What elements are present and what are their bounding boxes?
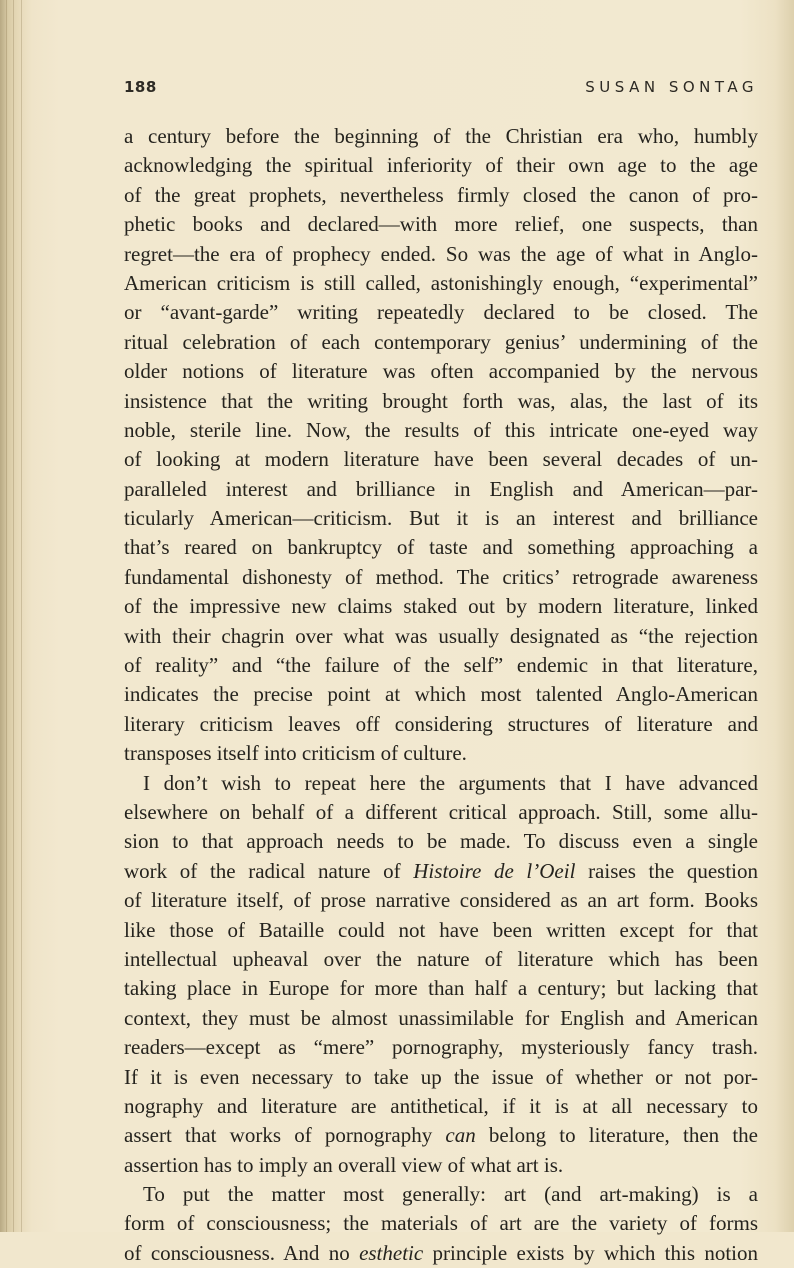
text-line: phetic books and declared—with more relief, one suspects, than xyxy=(124,212,758,237)
text-line: elsewhere on behalf of a different critical approach. Still, some allu- xyxy=(124,799,758,824)
text-line: indicates the precise point at which most talented Anglo-American xyxy=(124,682,758,707)
text-line: intellectual upheaval over the nature of literature which has been xyxy=(124,946,758,971)
text-segment: raises the question xyxy=(575,858,758,883)
page-edge-line xyxy=(13,0,14,1232)
text-line: readers—except as “mere” pornography, mysteriously fancy trash. xyxy=(124,1035,758,1060)
page-edge-line xyxy=(21,0,22,1232)
text-line: literary criticism leaves off considering structures of literature and xyxy=(124,711,758,736)
text-line: paralleled interest and brilliance in English and American—par- xyxy=(124,476,758,501)
text-line: like those of Bataille could not have been written except for that xyxy=(124,917,758,942)
running-head: SUSAN SONTAG xyxy=(585,78,758,96)
text-line: nography and literature are antithetical, if it is at all necessary to xyxy=(124,1093,758,1118)
text-line: form of consciousness; the materials of art are the variety of forms xyxy=(124,1211,758,1236)
body-text xyxy=(124,122,758,1268)
italic-text: can xyxy=(445,1123,476,1148)
text-line: fundamental dishonesty of method. The critics’ retrograde awareness xyxy=(124,564,758,589)
text-line xyxy=(124,1121,758,1150)
italic-text: Histoire de l’Oeil xyxy=(413,858,576,883)
text-line: noble, sterile line. Now, the results of this intricate one-eyed way xyxy=(124,417,758,442)
text-line: acknowledging the spiritual inferiority of their own age to the age xyxy=(124,153,758,178)
text-line: ticularly American—criticism. But it is an interest and brilliance xyxy=(124,506,758,531)
page-number: 188 xyxy=(124,78,157,96)
text-line: regret—the era of prophecy ended. So was the age of what in Anglo- xyxy=(124,241,758,266)
text-segment: work of the radical nature of xyxy=(124,858,414,883)
text-line: assertion has to imply an overall view of what art is. xyxy=(124,1152,564,1177)
text-segment: principle exists by which this notion xyxy=(423,1240,758,1265)
text-segment: assert that works of pornography xyxy=(124,1123,446,1148)
text-line: older notions of literature was often accompanied by the nervous xyxy=(124,359,758,384)
page-edge-line xyxy=(6,0,7,1232)
text-segment: of consciousness. And no xyxy=(124,1240,360,1265)
text-line: To put the matter most generally: art (and art-making) is a xyxy=(143,1182,758,1207)
text-line: a century before the beginning of the Christian era who, humbly xyxy=(124,124,758,148)
text-line xyxy=(124,857,758,886)
text-line: transposes itself into criticism of culture. xyxy=(124,741,467,766)
text-line: sion to that approach needs to be made. To discuss even a single xyxy=(124,829,758,854)
page-header xyxy=(124,78,758,102)
text-line: taking place in Europe for more than half a century; but lacking that xyxy=(124,976,758,1001)
italic-text: esthetic xyxy=(359,1240,424,1265)
text-line: American criticism is still called, astonishingly enough, “experimental” xyxy=(124,270,758,295)
text-line: insistence that the writing brought forth was, alas, the last of its xyxy=(124,388,758,413)
text-line: If it is even necessary to take up the issue of whether or not por- xyxy=(124,1064,758,1089)
text-line: context, they must be almost unassimilable for English and American xyxy=(124,1005,758,1030)
text-line: that’s reared on bankruptcy of taste and something approaching a xyxy=(124,535,758,560)
text-line xyxy=(124,1239,758,1268)
text-line: with their chagrin over what was usually designated as “the rejection xyxy=(124,623,758,648)
text-line: or “avant-garde” writing repeatedly declared to be closed. The xyxy=(124,300,758,325)
text-line: of reality” and “the failure of the self” endemic in that literature, xyxy=(124,653,758,678)
text-line: of the great prophets, nevertheless firmly closed the canon of pro- xyxy=(124,182,758,207)
text-line: of the impressive new claims staked out by modern literature, linked xyxy=(124,594,758,619)
text-line: of literature itself, of prose narrative considered as an art form. Books xyxy=(124,888,758,913)
text-line: of looking at modern literature have been several decades of un- xyxy=(124,447,758,472)
text-line: I don’t wish to repeat here the arguments that I have advanced xyxy=(143,770,758,795)
text-segment: belong to literature, then the xyxy=(475,1123,759,1148)
text-line: ritual celebration of each contemporary genius’ undermining of the xyxy=(124,329,758,354)
